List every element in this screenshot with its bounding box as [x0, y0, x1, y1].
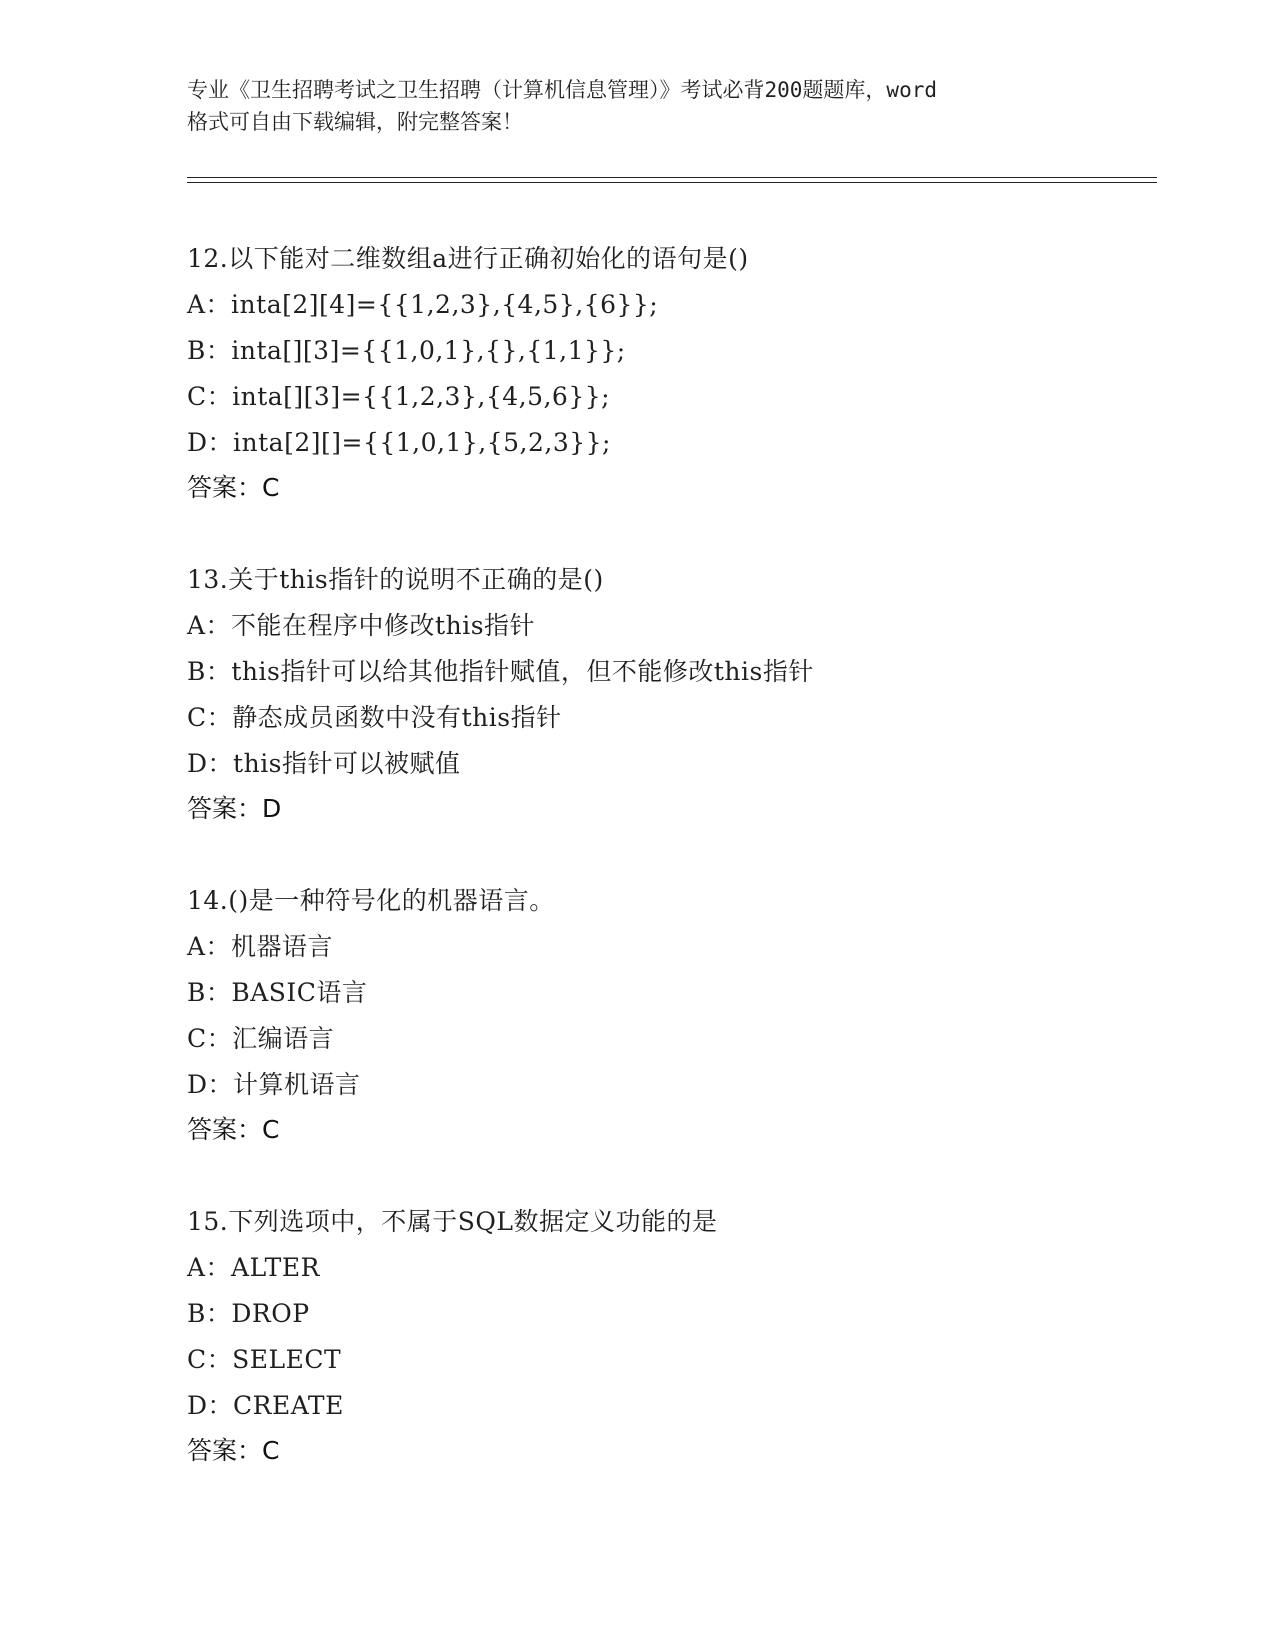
- option-b: B：inta[][3]={{1,0,1},{},{1,1}};: [187, 336, 626, 365]
- option-c: C：SELECT: [187, 1345, 342, 1374]
- question-list: [187, 236, 1167, 1520]
- option-a: A：机器语言: [187, 932, 334, 961]
- question-stem: 14.()是一种符号化的机器语言。: [187, 886, 555, 915]
- header-title-line-2: 格式可自由下载编辑，附完整答案！: [187, 110, 523, 134]
- option-a: A：ALTER: [187, 1253, 320, 1282]
- question-stem: 12.以下能对二维数组a进行正确初始化的语句是(): [187, 244, 749, 273]
- option-a: A：inta[2][4]={{1,2,3},{4,5},{6}};: [187, 290, 659, 319]
- option-d: D：inta[2][]={{1,0,1},{5,2,3}};: [187, 428, 611, 457]
- question-13: [187, 557, 1167, 831]
- option-d: D：计算机语言: [187, 1070, 361, 1099]
- answer-line: 答案：C: [187, 1115, 280, 1144]
- option-c: C：汇编语言: [187, 1024, 335, 1053]
- header-divider-bottom: [187, 182, 1157, 183]
- question-12: [187, 236, 1167, 510]
- option-a: A：不能在程序中修改this指针: [187, 611, 536, 640]
- option-c: C：inta[][3]={{1,2,3},{4,5,6}};: [187, 382, 611, 411]
- option-c: C：静态成员函数中没有this指针: [187, 703, 562, 732]
- question-stem: 15.下列选项中，不属于SQL数据定义功能的是: [187, 1207, 718, 1236]
- header-title-line-1: 专业《卫生招聘考试之卫生招聘（计算机信息管理）》考试必背200题题库，word: [187, 78, 937, 102]
- answer-line: 答案：D: [187, 794, 282, 823]
- option-b: B：BASIC语言: [187, 978, 368, 1007]
- question-stem: 13.关于this指针的说明不正确的是(): [187, 565, 604, 594]
- answer-line: 答案：C: [187, 1436, 280, 1465]
- option-b: B：DROP: [187, 1299, 310, 1328]
- question-15: [187, 1199, 1167, 1473]
- header-divider-top: [187, 177, 1157, 178]
- option-d: D：this指针可以被赋值: [187, 749, 461, 778]
- answer-line: 答案：C: [187, 473, 280, 502]
- document-header: [187, 74, 1097, 138]
- option-d: D：CREATE: [187, 1391, 344, 1420]
- option-b: B：this指针可以给其他指针赋值，但不能修改this指针: [187, 657, 814, 686]
- question-14: [187, 878, 1167, 1152]
